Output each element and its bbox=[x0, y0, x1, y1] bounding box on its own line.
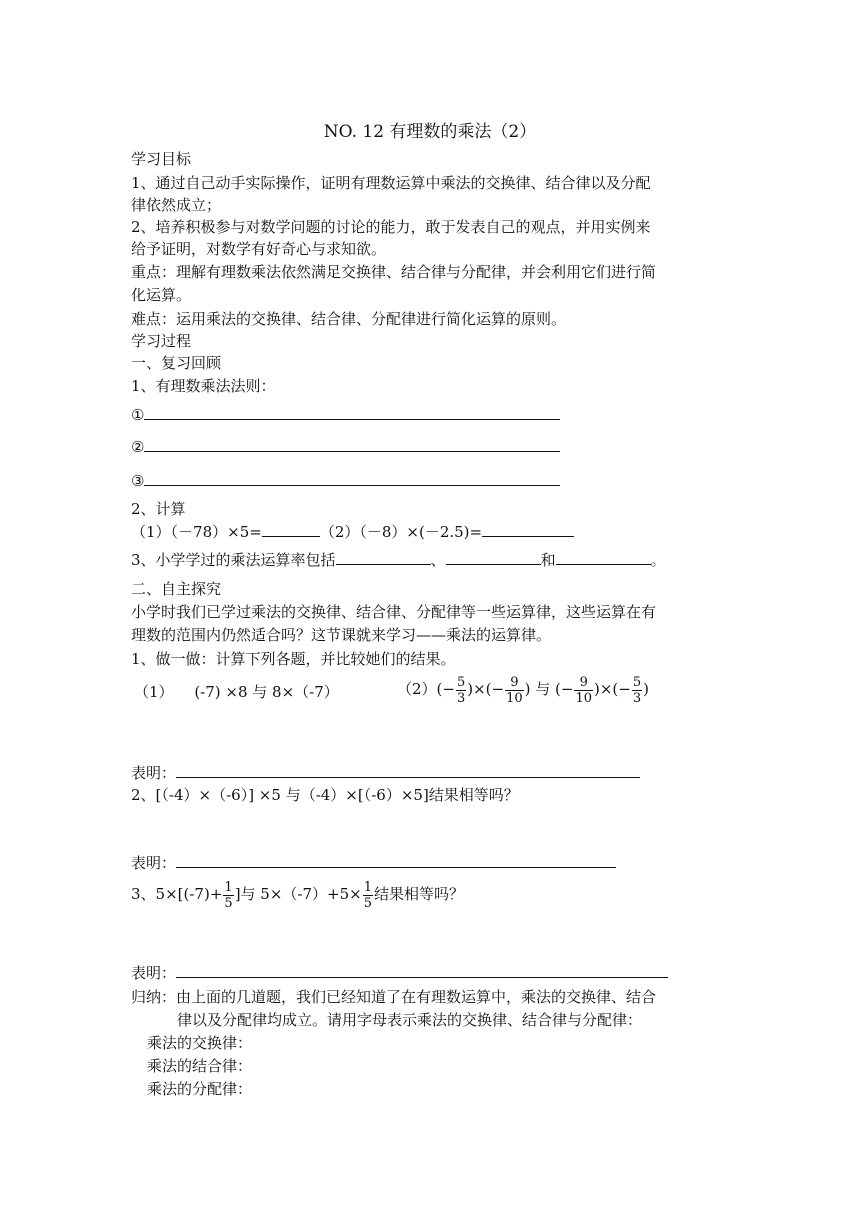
fraction-9-10-a: $\frac{9}{10}$ bbox=[506, 674, 523, 706]
calc-2-blank[interactable] bbox=[482, 522, 574, 537]
calc-1-blank[interactable] bbox=[262, 522, 320, 537]
show-2-label: 表明： bbox=[131, 854, 177, 872]
calc-row bbox=[131, 521, 574, 543]
fraction-5-3-a: $\frac{5}{3}$ bbox=[456, 674, 466, 706]
page-title: NO. 12 有理数的乘法（2） bbox=[323, 122, 537, 142]
show-3-blank[interactable] bbox=[176, 963, 668, 978]
explore-intro-line-1: 小学时我们已学过乘法的交换律、结合律、分配律等一些运算律，这些运算在有 bbox=[131, 603, 657, 621]
fraction-9-10-b: $\frac{9}{10}$ bbox=[575, 674, 592, 706]
calc-label: 2、计算 bbox=[131, 500, 186, 518]
p2-close: ) bbox=[643, 680, 649, 698]
laws-sep-1: 、 bbox=[430, 551, 446, 569]
problem-2-label: （2） bbox=[397, 680, 437, 698]
rule-3-blank[interactable] bbox=[144, 471, 560, 486]
show-2-blank[interactable] bbox=[176, 853, 616, 868]
rule-2-row bbox=[131, 436, 560, 458]
rules-label: 1、有理数乘法法则： bbox=[131, 377, 276, 395]
show-1-label: 表明： bbox=[131, 764, 177, 782]
problem-1-expression: (-7) ×8 与 8×（-7） bbox=[194, 683, 339, 701]
p2-open: (− bbox=[436, 680, 455, 698]
show-3-label: 表明： bbox=[131, 964, 177, 982]
rule-1-blank[interactable] bbox=[144, 405, 560, 420]
goal-1-line-1: 1、通过自己动手实际操作，证明有理数运算中乘法的交换律、结合律以及分配 bbox=[131, 174, 651, 192]
process-heading: 学习过程 bbox=[131, 332, 192, 350]
rule-1-row bbox=[131, 404, 560, 426]
problem-2 bbox=[397, 664, 649, 714]
fraction-1-5-a: $\frac{1}{5}$ bbox=[224, 879, 233, 911]
show-1-blank[interactable] bbox=[176, 763, 640, 778]
goal-2-line-1: 2、培养积极参与对数学问题的讨论的能力，敢于发表自己的观点，并用实例来 bbox=[131, 218, 651, 236]
commutative-law: 乘法的交换律： bbox=[147, 1034, 253, 1052]
p2-yu: ) 与 (− bbox=[524, 680, 574, 698]
key-point-line-2: 化运算。 bbox=[131, 286, 192, 304]
problem-1-label: （1） bbox=[134, 683, 174, 701]
calc-2: （2）（－8）×(－2.5)= bbox=[319, 523, 483, 541]
question-2: 2、[（-4）×（-6）] ×5 与（-4）×[（-6）×5]结果相等吗？ bbox=[131, 786, 519, 804]
laws-blank-2[interactable] bbox=[446, 550, 541, 565]
bullet-1: ① bbox=[131, 406, 145, 424]
question-3 bbox=[131, 869, 464, 919]
distributive-law: 乘法的分配律： bbox=[147, 1080, 253, 1098]
summary-line-1: 归纳：由上面的几道题，我们已经知道了在有理数运算中，乘法的交换律、结合 bbox=[131, 988, 657, 1006]
fraction-1-5-b: $\frac{1}{5}$ bbox=[363, 879, 372, 911]
laws-question-row bbox=[131, 549, 666, 571]
explore-intro-line-2: 理数的范围内仍然适合吗？这节课就来学习——乘法的运算律。 bbox=[131, 626, 552, 644]
q3-part-b: ]与 5×（-7）+5× bbox=[234, 885, 362, 903]
laws-blank-3[interactable] bbox=[556, 550, 651, 565]
calc-1: （1）（－78）×5= bbox=[131, 523, 262, 541]
key-point-line-1: 重点：理解有理数乘法依然满足交换律、结合律与分配律，并会利用它们进行简 bbox=[131, 263, 657, 281]
q3-part-c: 结果相等吗？ bbox=[374, 885, 465, 903]
rule-3-row bbox=[131, 470, 560, 492]
goal-2-line-2: 给予证明，对数学有好奇心与求知欲。 bbox=[131, 240, 387, 258]
goals-heading: 学习目标 bbox=[131, 150, 192, 168]
bullet-2: ② bbox=[131, 438, 145, 456]
task-1: 1、做一做：计算下列各题，并比较她们的结果。 bbox=[131, 650, 456, 668]
show-1-row bbox=[131, 762, 640, 784]
explore-heading: 二、自主探究 bbox=[131, 580, 222, 598]
laws-sep-2: 和 bbox=[540, 551, 556, 569]
problem-1 bbox=[134, 681, 339, 703]
rule-2-blank[interactable] bbox=[144, 437, 560, 452]
show-3-row bbox=[131, 962, 668, 984]
summary-line-2: 律以及分配律均成立。请用字母表示乘法的交换律、结合律与分配律： bbox=[177, 1011, 643, 1029]
difficult-point: 难点：运用乘法的交换律、结合律、分配律进行简化运算的原则。 bbox=[131, 310, 567, 328]
goal-1-line-2: 律依然成立； bbox=[131, 196, 222, 214]
q3-part-a: 3、5×[(-7)+ bbox=[131, 885, 223, 903]
bullet-3: ③ bbox=[131, 472, 145, 490]
review-heading: 一、复习回顾 bbox=[131, 354, 222, 372]
laws-blank-1[interactable] bbox=[336, 550, 431, 565]
laws-question: 3、小学学过的乘法运算率包括 bbox=[131, 551, 336, 569]
laws-end: 。 bbox=[650, 551, 666, 569]
p2-mid-1: )×(− bbox=[467, 680, 505, 698]
fraction-5-3-b: $\frac{5}{3}$ bbox=[632, 674, 642, 706]
p2-mid-2: )×(− bbox=[594, 680, 631, 698]
associative-law: 乘法的结合律： bbox=[147, 1057, 253, 1075]
